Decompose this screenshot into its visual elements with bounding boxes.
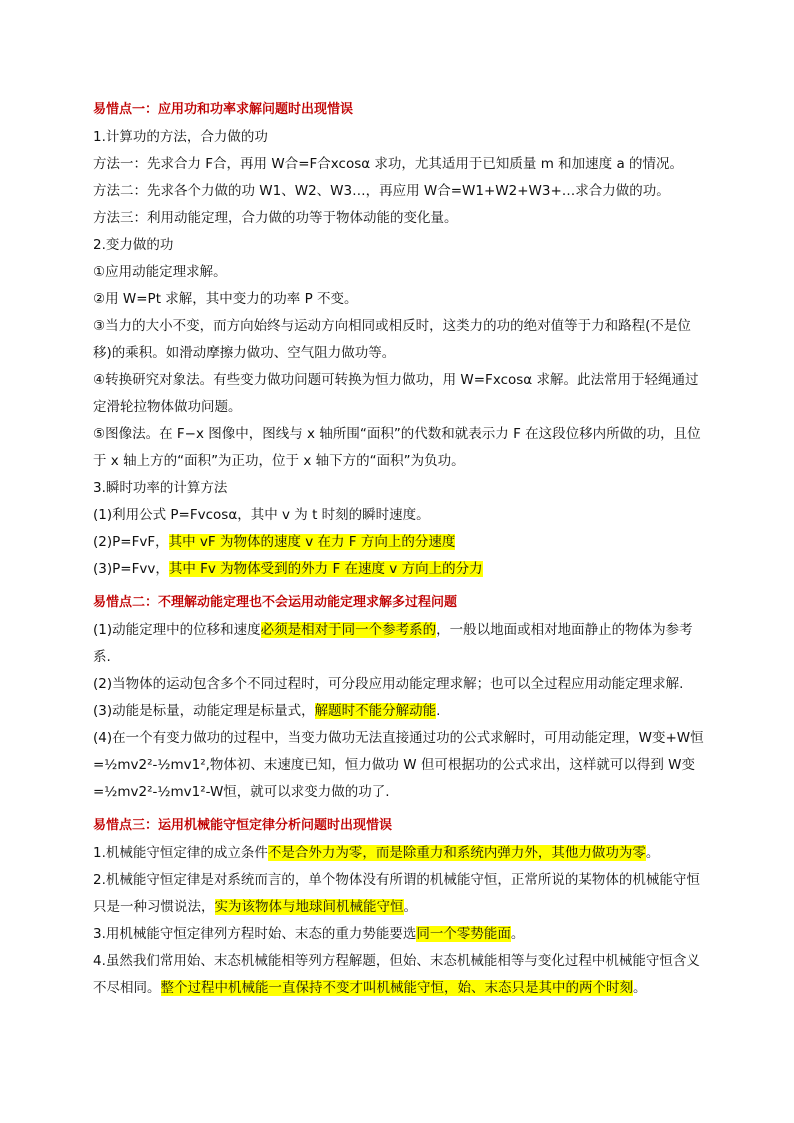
kinetic-1 — [93, 617, 705, 671]
mech-3-post: 。 — [510, 926, 525, 942]
kinetic-3-highlight: 解题时不能分解动能 — [314, 703, 437, 719]
kinetic-3-post: . — [436, 703, 441, 719]
power-3 — [93, 556, 705, 583]
kinetic-4: (4)在一个有变力做功的过程中，当变力做功无法直接通过功的公式求解时，可用动能定理，W变+W恒=½mv2²-½mv1²,物体初、末速度已知，恒力做功 W 但可根据功的公式求出，这样就可以得到 W变=½mv2²-½mv1²-W恒，就可以求变力做的功了. — [93, 730, 704, 800]
document-content — [93, 96, 705, 1002]
mech-1 — [93, 840, 705, 867]
mech-4 — [93, 948, 705, 1002]
mech-4-pre: 4.虽然我们常用始、末态机械能相等列方程解题，但始、末态机械能相等与变化过程中机械能守恒含义不尽相同。 — [93, 953, 700, 996]
power-1: (1)利用公式 P=Fvcosα，其中 v 为 t 时刻的瞬时速度。 — [93, 507, 430, 523]
kinetic-1-post: ，一般以地面或相对地面静止的物体为参考系. — [93, 622, 693, 665]
mech-2 — [93, 867, 705, 921]
section-2-title: 易惜点二：不理解动能定理也不会运用动能定理求解多过程问题 — [93, 595, 458, 610]
method-3: 方法三：利用动能定理，合力做的功等于物体动能的变化量。 — [93, 210, 458, 226]
kinetic-2: (2)当物体的运动包含多个不同过程时，可分段应用动能定理求解；也可以全过程应用动能定理求解. — [93, 676, 684, 692]
mech-2-pre: 2.机械能守恒定律是对系统而言的，单个物体没有所谓的机械能守恒，正常所说的某物体的机械能守恒只是一种习惯说法， — [93, 872, 700, 915]
power-2-formula: (2)P=FvF， — [93, 534, 169, 550]
kinetic-3-pre: (3)动能是标量，动能定理是标量式， — [93, 703, 315, 719]
subheading-instant-power: 3.瞬时功率的计算方法 — [93, 480, 228, 496]
kinetic-1-highlight: 必须是相对于同一个参考系的 — [260, 622, 437, 638]
subheading-work-methods: 1.计算功的方法，合力做的功 — [93, 129, 268, 145]
section-3-title: 易惜点三：运用机械能守恒定律分析问题时出现惜误 — [93, 818, 393, 833]
kinetic-3 — [93, 698, 705, 725]
variable-force-2: ②用 W=Pt 求解，其中变力的功率 P 不变。 — [93, 291, 358, 307]
section-1-title: 易惜点一：应用功和功率求解问题时出现惜误 — [93, 102, 354, 117]
mech-1-pre: 1.机械能守恒定律的成立条件 — [93, 845, 268, 861]
mech-3-pre: 3.用机械能守恒定律列方程时始、末态的重力势能要选 — [93, 926, 417, 942]
power-3-highlight: 其中 Fv 为物体受到的外力 F 在速度 v 方向上的分力 — [168, 561, 483, 577]
mech-2-highlight: 实为该物体与地球间机械能守恒 — [214, 899, 404, 915]
method-1: 方法一：先求合力 F合，再用 W合=F合xcosα 求功，尤其适用于已知质量 m 和加速度 a 的情况。 — [93, 156, 684, 172]
variable-force-3: ③当力的大小不变，而方向始终与运动方向相同或相反时，这类力的功的绝对值等于力和路程(不是位移)的乘积。如滑动摩擦力做功、空气阻力做功等。 — [93, 318, 691, 361]
mech-4-post: 。 — [633, 980, 647, 996]
method-2: 方法二：先求各个力做的功 W1、W2、W3…，再应用 W合=W1+W2+W3+…求合力做的功。 — [93, 183, 670, 199]
kinetic-1-pre: (1)动能定理中的位移和速度 — [93, 622, 261, 638]
subheading-variable-force: 2.变力做的功 — [93, 237, 174, 253]
power-2 — [93, 529, 705, 556]
mech-2-post: 。 — [403, 899, 417, 915]
mech-3 — [93, 921, 705, 948]
variable-force-4: ④转换研究对象法。有些变力做功问题可转换为恒力做功，用 W=Fxcosα 求解。此法常用于轻绳通过定滑轮拉物体做功问题。 — [93, 372, 699, 415]
mech-3-highlight: 同一个零势能面 — [416, 926, 511, 942]
variable-force-1: ①应用动能定理求解。 — [93, 264, 227, 280]
power-3-formula: (3)P=Fvv， — [93, 561, 169, 577]
power-2-highlight: 其中 vF 为物体的速度 v 在力 F 方向上的分速度 — [168, 534, 456, 550]
mech-1-post: 。 — [645, 845, 660, 861]
mech-1-highlight: 不是合外力为零，而是除重力和系统内弹力外，其他力做功为零 — [267, 845, 646, 861]
mech-4-highlight: 整个过程中机械能一直保持不变才叫机械能守恒，始、末态只是其中的两个时刻 — [160, 980, 633, 996]
variable-force-5: ⑤图像法。在 F−x 图像中，图线与 x 轴所围“面积”的代数和就表示力 F 在这段位移内所做的功，且位于 x 轴上方的“面积”为正功，位于 x 轴下方的“面积”为负功。 — [93, 426, 701, 469]
